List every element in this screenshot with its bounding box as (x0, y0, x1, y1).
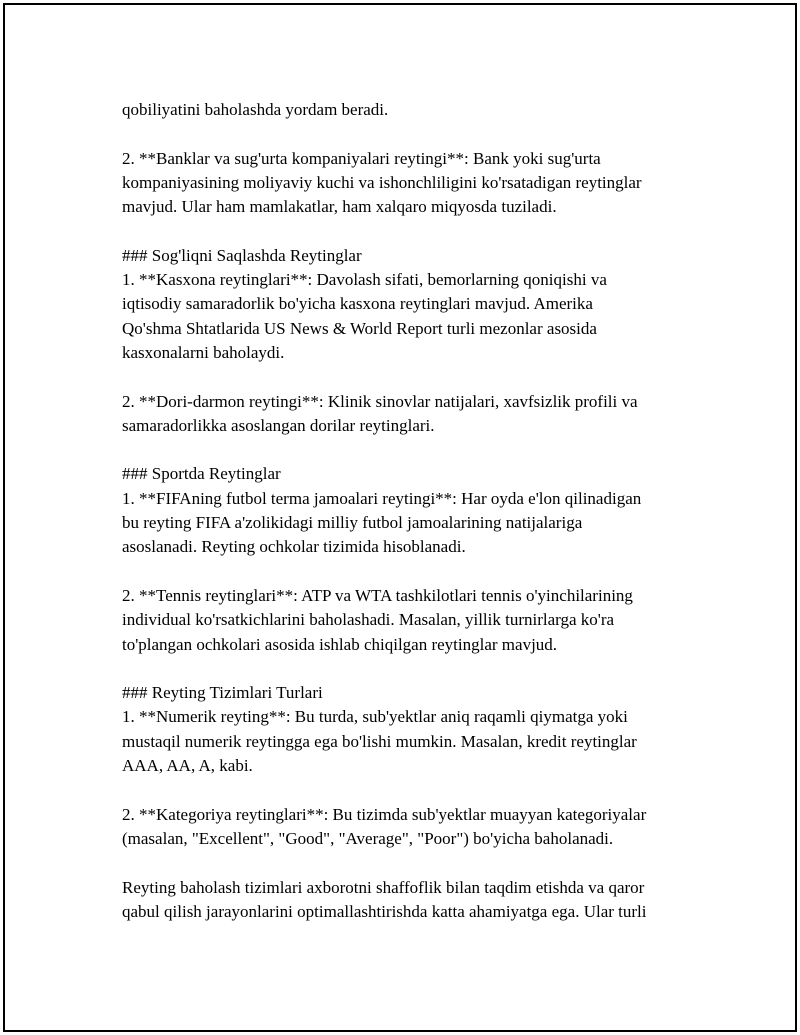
text-line: 1. **Kasxona reytinglari**: Davolash sifati, bemorlarning qoniqishi va (122, 270, 607, 290)
page-frame (3, 3, 797, 1032)
text-line: qabul qilish jarayonlarini optimallashtirishda katta ahamiyatga ega. Ular turli (122, 901, 647, 921)
text-line: 2. **Kategoriya reytinglari**: Bu tizimda sub'yektlar muayyan kategoriyalar (122, 804, 647, 824)
text-line: 2. **Dori-darmon reytingi**: Klinik sinovlar natijalari, xavfsizlik profili va (122, 391, 638, 411)
paragraph-5 (122, 462, 712, 559)
text-line: (masalan, "Excellent", "Good", "Average", "Poor") bo'yicha baholanadi. (122, 828, 614, 848)
text-line: mustaqil numerik reytingga ega bo'lishi mumkin. Masalan, kredit reytinglar (122, 731, 637, 751)
paragraph-2 (122, 147, 712, 220)
text-line: qobiliyatini baholashda yordam beradi. (122, 100, 389, 119)
section-heading: ### Sportda Reytinglar (122, 464, 281, 484)
text-line: mavjud. Ular ham mamlakatlar, ham xalqaro miqyosda tuziladi. (122, 197, 557, 217)
section-heading: ### Reyting Tizimlari Turlari (122, 683, 323, 703)
text-line: kasxonalarni baholaydi. (122, 342, 285, 362)
paragraph-1 (122, 98, 712, 122)
text-line: kompaniyasining moliyaviy kuchi va ishonchliligini ko'rsatadigan reytinglar (122, 172, 642, 192)
text-line: 1. **Numerik reyting**: Bu turda, sub'yektlar aniq raqamli qiymatga yoki (122, 707, 628, 727)
text-line: bu reyting FIFA a'zolikidagi milliy futbol jamoalarining natijalariga (122, 513, 583, 533)
paragraph-4 (122, 390, 712, 439)
paragraph-8 (122, 803, 712, 852)
text-line: asoslanadi. Reyting ochkolar tizimida hisoblanadi. (122, 537, 466, 557)
text-line: Reyting baholash tizimlari axborotni shaffoflik bilan taqdim etishda va qaror (122, 877, 645, 897)
paragraph-3 (122, 244, 712, 365)
paragraph-6 (122, 584, 712, 657)
text-line: 2. **Tennis reytinglari**: ATP va WTA tashkilotlari tennis o'yinchilarining (122, 585, 633, 605)
text-line: to'plangan ochkolari asosida ishlab chiqilgan reytinglar mavjud. (122, 634, 558, 654)
text-line: iqtisodiy samaradorlik bo'yicha kasxona reytinglari mavjud. Amerika (122, 294, 593, 314)
text-line: 1. **FIFAning futbol terma jamoalari reytingi**: Har oyda e'lon qilinadigan (122, 488, 642, 508)
text-line: 2. **Banklar va sug'urta kompaniyalari reytingi**: Bank yoki sug'urta (122, 148, 601, 168)
text-line: samaradorlikka asoslangan dorilar reytinglari. (122, 415, 435, 435)
section-heading: ### Sog'liqni Saqlashda Reytinglar (122, 245, 362, 265)
document-body (122, 98, 712, 924)
text-line: individual ko'rsatkichlarini baholashadi. Masalan, yillik turnirlarga ko'ra (122, 610, 615, 630)
paragraph-9 (122, 876, 712, 925)
paragraph-7 (122, 681, 712, 778)
text-line: AAA, AA, A, kabi. (122, 756, 253, 776)
text-line: Qo'shma Shtatlarida US News & World Report turli mezonlar asosida (122, 318, 597, 338)
